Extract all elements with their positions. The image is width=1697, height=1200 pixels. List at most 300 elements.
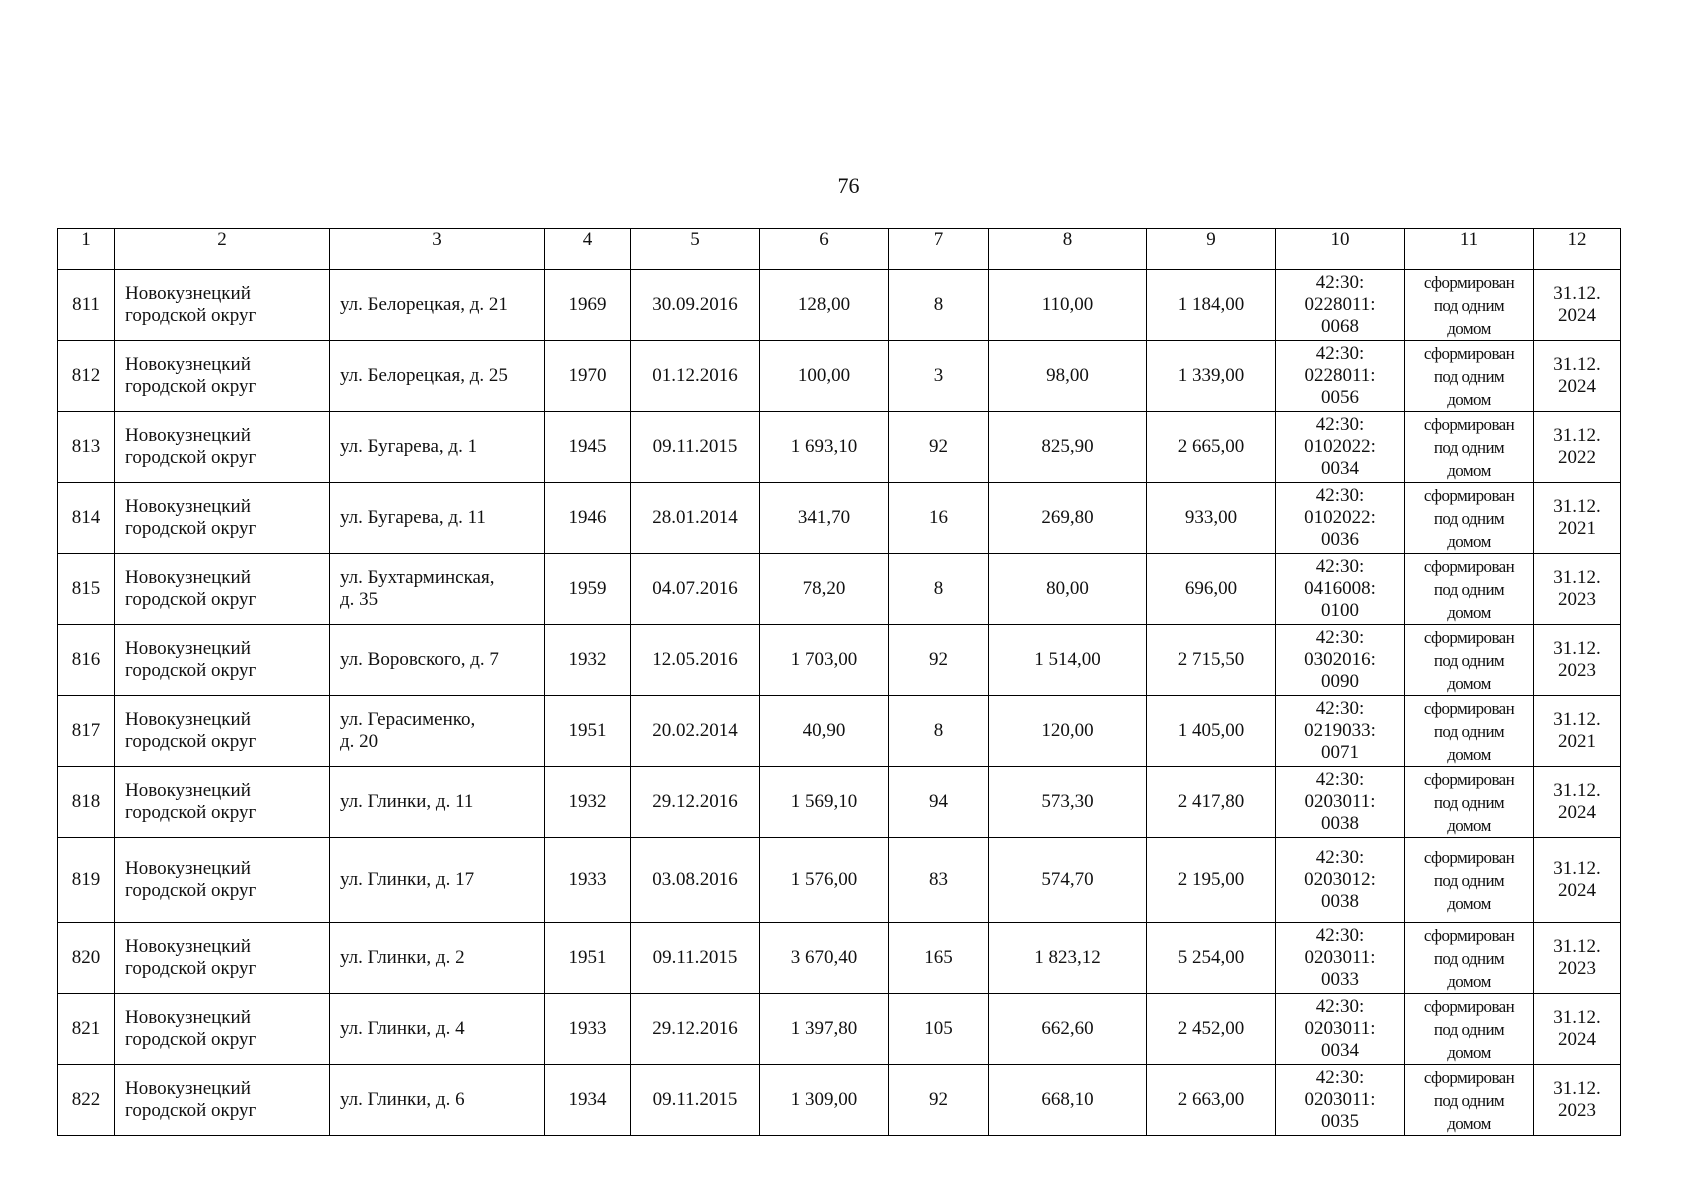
row-number-cell: 814 [58, 483, 115, 554]
address-cell [330, 412, 545, 483]
land-status-line: сформирован [1423, 847, 1515, 867]
area-cell: 40,90 [760, 696, 889, 767]
deadline-cell [1534, 554, 1621, 625]
cadastral-line: 0034 [1321, 1040, 1359, 1061]
address-line: ул. Герасименко, [340, 709, 476, 730]
area-cell: 1 397,80 [760, 994, 889, 1065]
cadastral-line: 42:30: [1315, 414, 1365, 435]
cadastral-line: 0071 [1321, 742, 1359, 763]
cadastral-line: 0203011: [1304, 947, 1376, 968]
land-status-cell [1405, 412, 1534, 483]
row-number-cell: 821 [58, 994, 115, 1065]
cadastral-line: 0038 [1321, 891, 1359, 912]
residents-cell: 3 [889, 341, 989, 412]
area-cell: 78,20 [760, 554, 889, 625]
land-status-line: сформирован [1423, 343, 1515, 363]
table-row [58, 554, 1621, 625]
address-cell [330, 625, 545, 696]
deadline-line: 2023 [1558, 660, 1596, 681]
row-number-cell: 812 [58, 341, 115, 412]
land-status-line: под одним [1433, 792, 1505, 812]
cadastral-line: 0100 [1321, 600, 1359, 621]
deadline-line: 31.12. [1553, 936, 1601, 957]
land-status-cell [1405, 696, 1534, 767]
cadastral-number-cell [1276, 767, 1405, 838]
value-8-cell: 269,80 [989, 483, 1147, 554]
cadastral-line: 0034 [1321, 458, 1359, 479]
area-cell: 128,00 [760, 270, 889, 341]
deadline-cell [1534, 483, 1621, 554]
value-8-cell: 110,00 [989, 270, 1147, 341]
area-cell: 100,00 [760, 341, 889, 412]
cadastral-line: 0102022: [1304, 507, 1376, 528]
municipality-line: городской округ [125, 958, 257, 979]
cadastral-line: 42:30: [1315, 698, 1365, 719]
municipality-line: Новокузнецкий [125, 638, 251, 659]
deadline-line: 2024 [1558, 305, 1596, 326]
value-9-cell: 696,00 [1147, 554, 1276, 625]
column-number-10: 10 [1276, 229, 1405, 270]
municipality-line: Новокузнецкий [125, 283, 251, 304]
deadline-line: 2021 [1558, 518, 1596, 539]
land-status-line: сформирован [1423, 1067, 1515, 1087]
value-8-cell: 80,00 [989, 554, 1147, 625]
value-8-cell: 120,00 [989, 696, 1147, 767]
cadastral-number-cell [1276, 625, 1405, 696]
land-status-line: под одним [1433, 721, 1505, 741]
land-status-line: под одним [1433, 295, 1505, 315]
cadastral-line: 0203011: [1304, 791, 1376, 812]
value-8-cell: 668,10 [989, 1065, 1147, 1136]
deadline-cell [1534, 270, 1621, 341]
cadastral-line: 42:30: [1315, 556, 1365, 577]
municipality-line: Новокузнецкий [125, 1007, 251, 1028]
date-cell: 29.12.2016 [631, 767, 760, 838]
column-number-11: 11 [1405, 229, 1534, 270]
deadline-line: 31.12. [1553, 567, 1601, 588]
cadastral-number-cell [1276, 341, 1405, 412]
cadastral-line: 0302016: [1304, 649, 1376, 670]
cadastral-line: 0035 [1321, 1111, 1359, 1132]
municipality-cell [115, 923, 330, 994]
cadastral-number-cell [1276, 554, 1405, 625]
row-number-cell: 822 [58, 1065, 115, 1136]
land-status-line: сформирован [1423, 485, 1515, 505]
date-cell: 29.12.2016 [631, 994, 760, 1065]
address-cell [330, 838, 545, 923]
residents-cell: 92 [889, 412, 989, 483]
value-9-cell: 1 339,00 [1147, 341, 1276, 412]
deadline-line: 31.12. [1553, 858, 1601, 879]
value-9-cell: 2 417,80 [1147, 767, 1276, 838]
residents-cell: 92 [889, 625, 989, 696]
residents-cell: 8 [889, 696, 989, 767]
deadline-cell [1534, 412, 1621, 483]
value-9-cell: 2 452,00 [1147, 994, 1276, 1065]
municipality-line: Новокузнецкий [125, 496, 251, 517]
year-cell: 1951 [545, 923, 631, 994]
address-line: ул. Бухтарминская, [340, 567, 495, 588]
value-8-cell: 1 823,12 [989, 923, 1147, 994]
column-number-row [58, 229, 1621, 270]
row-number-cell: 820 [58, 923, 115, 994]
address-cell [330, 554, 545, 625]
deadline-line: 31.12. [1553, 496, 1601, 517]
date-cell: 09.11.2015 [631, 412, 760, 483]
table-body [58, 229, 1621, 1136]
column-number-12: 12 [1534, 229, 1621, 270]
cadastral-line: 0228011: [1304, 365, 1376, 386]
land-status-cell [1405, 767, 1534, 838]
municipality-line: Новокузнецкий [125, 858, 251, 879]
area-cell: 1 703,00 [760, 625, 889, 696]
address-cell [330, 696, 545, 767]
address-line: ул. Бугарева, д. 1 [340, 436, 478, 457]
municipality-line: Новокузнецкий [125, 354, 251, 375]
address-cell [330, 341, 545, 412]
cadastral-number-cell [1276, 838, 1405, 923]
deadline-cell [1534, 923, 1621, 994]
area-cell: 1 576,00 [760, 838, 889, 923]
deadline-cell [1534, 994, 1621, 1065]
deadline-line: 2024 [1558, 802, 1596, 823]
deadline-line: 31.12. [1553, 709, 1601, 730]
deadline-cell [1534, 625, 1621, 696]
deadline-cell [1534, 341, 1621, 412]
deadline-line: 2024 [1558, 376, 1596, 397]
cadastral-line: 42:30: [1315, 769, 1365, 790]
address-cell [330, 994, 545, 1065]
cadastral-line: 42:30: [1315, 485, 1365, 506]
address-cell [330, 270, 545, 341]
land-status-line: сформирован [1423, 698, 1515, 718]
municipality-cell [115, 696, 330, 767]
date-cell: 03.08.2016 [631, 838, 760, 923]
address-cell [330, 767, 545, 838]
table-row [58, 923, 1621, 994]
land-status-cell [1405, 483, 1534, 554]
deadline-line: 31.12. [1553, 354, 1601, 375]
table-row [58, 341, 1621, 412]
address-line: ул. Глинки, д. 11 [340, 791, 474, 812]
area-cell: 1 569,10 [760, 767, 889, 838]
land-status-line: под одним [1433, 508, 1505, 528]
municipality-cell [115, 625, 330, 696]
table-row [58, 767, 1621, 838]
municipality-line: Новокузнецкий [125, 1078, 251, 1099]
cadastral-number-cell [1276, 696, 1405, 767]
date-cell: 09.11.2015 [631, 923, 760, 994]
cadastral-line: 0090 [1321, 671, 1359, 692]
year-cell: 1970 [545, 341, 631, 412]
residents-cell: 105 [889, 994, 989, 1065]
municipality-cell [115, 767, 330, 838]
land-status-line: сформирован [1423, 272, 1515, 292]
cadastral-line: 42:30: [1315, 1067, 1365, 1088]
address-line: ул. Белорецкая, д. 21 [340, 294, 508, 315]
municipality-line: городской округ [125, 518, 257, 539]
land-status-line: под одним [1433, 366, 1505, 386]
value-8-cell: 98,00 [989, 341, 1147, 412]
cadastral-number-cell [1276, 483, 1405, 554]
municipality-line: городской округ [125, 731, 257, 752]
municipality-cell [115, 341, 330, 412]
row-number-cell: 818 [58, 767, 115, 838]
residents-cell: 92 [889, 1065, 989, 1136]
cadastral-line: 0036 [1321, 529, 1359, 550]
column-number-4: 4 [545, 229, 631, 270]
municipality-line: городской округ [125, 1100, 257, 1121]
table-row [58, 625, 1621, 696]
value-9-cell: 2 665,00 [1147, 412, 1276, 483]
municipality-line: городской округ [125, 880, 257, 901]
land-status-cell [1405, 341, 1534, 412]
municipality-cell [115, 412, 330, 483]
land-status-line: домом [1447, 893, 1491, 913]
date-cell: 04.07.2016 [631, 554, 760, 625]
cadastral-line: 0203012: [1304, 869, 1376, 890]
land-status-cell [1405, 554, 1534, 625]
cadastral-line: 0068 [1321, 316, 1359, 337]
land-status-line: домом [1447, 744, 1491, 764]
address-line: ул. Глинки, д. 6 [340, 1089, 465, 1110]
land-status-line: под одним [1433, 579, 1505, 599]
deadline-cell [1534, 767, 1621, 838]
cadastral-line: 42:30: [1315, 343, 1365, 364]
land-status-line: сформирован [1423, 996, 1515, 1016]
municipality-line: Новокузнецкий [125, 567, 251, 588]
value-9-cell: 2 663,00 [1147, 1065, 1276, 1136]
value-8-cell: 825,90 [989, 412, 1147, 483]
row-number-cell: 817 [58, 696, 115, 767]
municipality-cell [115, 270, 330, 341]
cadastral-line: 42:30: [1315, 272, 1365, 293]
value-9-cell: 1 405,00 [1147, 696, 1276, 767]
table-row [58, 838, 1621, 923]
cadastral-number-cell [1276, 994, 1405, 1065]
land-status-line: домом [1447, 602, 1491, 622]
date-cell: 12.05.2016 [631, 625, 760, 696]
deadline-cell [1534, 696, 1621, 767]
land-status-line: домом [1447, 1113, 1491, 1133]
land-status-cell [1405, 923, 1534, 994]
value-8-cell: 1 514,00 [989, 625, 1147, 696]
cadastral-number-cell [1276, 923, 1405, 994]
year-cell: 1934 [545, 1065, 631, 1136]
cadastral-line: 0102022: [1304, 436, 1376, 457]
cadastral-line: 0203011: [1304, 1018, 1376, 1039]
land-status-line: домом [1447, 318, 1491, 338]
cadastral-line: 0038 [1321, 813, 1359, 834]
municipality-line: Новокузнецкий [125, 936, 251, 957]
cadastral-line: 0416008: [1304, 578, 1376, 599]
year-cell: 1932 [545, 625, 631, 696]
land-status-line: сформирован [1423, 769, 1515, 789]
year-cell: 1945 [545, 412, 631, 483]
cadastral-line: 42:30: [1315, 996, 1365, 1017]
land-status-line: домом [1447, 971, 1491, 991]
municipality-line: Новокузнецкий [125, 780, 251, 801]
residents-cell: 8 [889, 554, 989, 625]
deadline-line: 31.12. [1553, 425, 1601, 446]
date-cell: 01.12.2016 [631, 341, 760, 412]
address-line: д. 20 [340, 731, 379, 752]
land-status-line: под одним [1433, 870, 1505, 890]
year-cell: 1951 [545, 696, 631, 767]
residents-cell: 16 [889, 483, 989, 554]
municipality-line: городской округ [125, 447, 257, 468]
cadastral-line: 0219033: [1304, 720, 1376, 741]
area-cell: 3 670,40 [760, 923, 889, 994]
municipality-cell [115, 838, 330, 923]
land-status-cell [1405, 994, 1534, 1065]
value-8-cell: 574,70 [989, 838, 1147, 923]
land-status-line: под одним [1433, 1019, 1505, 1039]
address-cell [330, 923, 545, 994]
value-9-cell: 1 184,00 [1147, 270, 1276, 341]
land-status-cell [1405, 1065, 1534, 1136]
address-line: ул. Глинки, д. 17 [340, 869, 475, 890]
residents-cell: 83 [889, 838, 989, 923]
land-status-line: сформирован [1423, 556, 1515, 576]
municipality-line: городской округ [125, 305, 257, 326]
column-number-9: 9 [1147, 229, 1276, 270]
deadline-line: 31.12. [1553, 283, 1601, 304]
address-line: ул. Глинки, д. 4 [340, 1018, 465, 1039]
address-line: д. 35 [340, 589, 379, 610]
land-status-line: под одним [1433, 650, 1505, 670]
column-number-3: 3 [330, 229, 545, 270]
date-cell: 09.11.2015 [631, 1065, 760, 1136]
cadastral-line: 0033 [1321, 969, 1359, 990]
deadline-line: 2021 [1558, 731, 1596, 752]
year-cell: 1969 [545, 270, 631, 341]
land-status-line: под одним [1433, 948, 1505, 968]
date-cell: 28.01.2014 [631, 483, 760, 554]
municipality-line: городской округ [125, 660, 257, 681]
cadastral-number-cell [1276, 412, 1405, 483]
deadline-line: 2023 [1558, 958, 1596, 979]
year-cell: 1959 [545, 554, 631, 625]
address-line: ул. Глинки, д. 2 [340, 947, 465, 968]
address-line: ул. Бугарева, д. 11 [340, 507, 486, 528]
column-number-6: 6 [760, 229, 889, 270]
value-8-cell: 573,30 [989, 767, 1147, 838]
land-status-line: домом [1447, 673, 1491, 693]
cadastral-line: 42:30: [1315, 627, 1365, 648]
row-number-cell: 819 [58, 838, 115, 923]
deadline-line: 31.12. [1553, 638, 1601, 659]
municipality-line: городской округ [125, 376, 257, 397]
land-status-line: под одним [1433, 1090, 1505, 1110]
cadastral-line: 42:30: [1315, 925, 1365, 946]
row-number-cell: 816 [58, 625, 115, 696]
municipality-line: городской округ [125, 1029, 257, 1050]
deadline-line: 31.12. [1553, 1078, 1601, 1099]
residents-cell: 94 [889, 767, 989, 838]
table-row [58, 412, 1621, 483]
value-9-cell: 2 195,00 [1147, 838, 1276, 923]
address-cell [330, 483, 545, 554]
municipality-line: Новокузнецкий [125, 425, 251, 446]
page-number: 76 [837, 173, 860, 198]
residents-cell: 8 [889, 270, 989, 341]
value-8-cell: 662,60 [989, 994, 1147, 1065]
year-cell: 1933 [545, 994, 631, 1065]
housing-registry-table [57, 228, 1621, 1136]
row-number-cell: 815 [58, 554, 115, 625]
area-cell: 1 693,10 [760, 412, 889, 483]
column-number-1: 1 [58, 229, 115, 270]
year-cell: 1933 [545, 838, 631, 923]
land-status-line: домом [1447, 815, 1491, 835]
land-status-cell [1405, 625, 1534, 696]
deadline-line: 2023 [1558, 589, 1596, 610]
date-cell: 30.09.2016 [631, 270, 760, 341]
municipality-line: городской округ [125, 589, 257, 610]
land-status-line: сформирован [1423, 925, 1515, 945]
column-number-8: 8 [989, 229, 1147, 270]
date-cell: 20.02.2014 [631, 696, 760, 767]
deadline-line: 2024 [1558, 880, 1596, 901]
table-row [58, 994, 1621, 1065]
area-cell: 341,70 [760, 483, 889, 554]
deadline-line: 2022 [1558, 447, 1596, 468]
deadline-line: 2024 [1558, 1029, 1596, 1050]
land-status-line: домом [1447, 531, 1491, 551]
year-cell: 1932 [545, 767, 631, 838]
municipality-cell [115, 483, 330, 554]
land-status-line: домом [1447, 460, 1491, 480]
residents-cell: 165 [889, 923, 989, 994]
municipality-cell [115, 554, 330, 625]
cadastral-number-cell [1276, 1065, 1405, 1136]
cadastral-line: 0228011: [1304, 294, 1376, 315]
address-cell [330, 1065, 545, 1136]
column-number-7: 7 [889, 229, 989, 270]
table-row [58, 1065, 1621, 1136]
deadline-line: 31.12. [1553, 1007, 1601, 1028]
municipality-line: Новокузнецкий [125, 709, 251, 730]
municipality-cell [115, 1065, 330, 1136]
cadastral-line: 0203011: [1304, 1089, 1376, 1110]
deadline-line: 2023 [1558, 1100, 1596, 1121]
land-status-cell [1405, 838, 1534, 923]
cadastral-number-cell [1276, 270, 1405, 341]
table-row [58, 270, 1621, 341]
year-cell: 1946 [545, 483, 631, 554]
column-number-5: 5 [631, 229, 760, 270]
row-number-cell: 813 [58, 412, 115, 483]
area-cell: 1 309,00 [760, 1065, 889, 1136]
value-9-cell: 2 715,50 [1147, 625, 1276, 696]
table-row [58, 696, 1621, 767]
value-9-cell: 5 254,00 [1147, 923, 1276, 994]
land-status-line: домом [1447, 389, 1491, 409]
value-9-cell: 933,00 [1147, 483, 1276, 554]
deadline-cell [1534, 838, 1621, 923]
land-status-cell [1405, 270, 1534, 341]
address-line: ул. Белорецкая, д. 25 [340, 365, 508, 386]
land-status-line: сформирован [1423, 414, 1515, 434]
municipality-line: городской округ [125, 802, 257, 823]
column-number-2: 2 [115, 229, 330, 270]
deadline-cell [1534, 1065, 1621, 1136]
cadastral-line: 0056 [1321, 387, 1359, 408]
row-number-cell: 811 [58, 270, 115, 341]
land-status-line: под одним [1433, 437, 1505, 457]
table-row [58, 483, 1621, 554]
